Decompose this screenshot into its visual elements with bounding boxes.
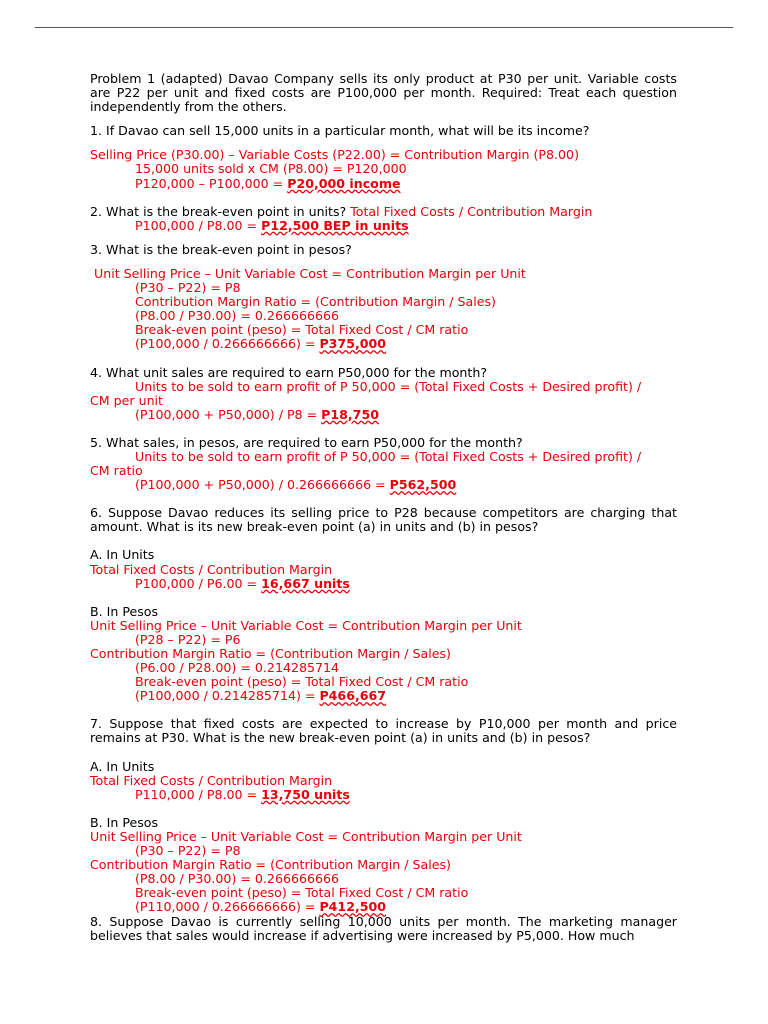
q7-b-answer: P412,500 bbox=[319, 899, 387, 915]
question-1: 1. If Davao can sell 15,000 units in a particular month, what will be its income? bbox=[90, 123, 590, 139]
q6-b-line-6-text: (P100,000 / 0.214285714) = bbox=[135, 688, 320, 704]
q7-b-line-6-text: (P110,000 / 0.266666666) = bbox=[135, 899, 320, 915]
q7-part-a-heading: A. In Units bbox=[90, 758, 155, 774]
q6-a-line-2-text: P100,000 / P6.00 = bbox=[135, 575, 262, 591]
q3-line-2: (P30 – P22) = P8 bbox=[135, 280, 241, 296]
q7-b-line-5: Break-even point (peso) = Total Fixed Cost / CM ratio bbox=[135, 885, 469, 901]
q5-line-1a: Units to be sold to earn profit of P 50,000 = (Total Fixed Costs + Desired profit) / bbox=[135, 448, 642, 464]
question-3: 3. What is the break-even point in pesos? bbox=[90, 241, 352, 257]
q7-a-answer: 13,750 units bbox=[261, 786, 350, 802]
question-6: 6. Suppose Davao reduces its selling price to P28 because competitors are charging that amount. What is its new break-even point (a) in units and (b) in pesos? bbox=[90, 505, 677, 535]
q3-line-3: Contribution Margin Ratio = (Contribution Margin / Sales) bbox=[135, 294, 496, 310]
q6-b-line-6 bbox=[90, 689, 677, 703]
q6-b-line-3: Contribution Margin Ratio = (Contribution Margin / Sales) bbox=[90, 646, 451, 661]
q6-b-line-2: (P28 – P22) = P6 bbox=[135, 631, 241, 647]
q3-line-4: (P8.00 / P30.00) = 0.266666666 bbox=[135, 308, 340, 324]
q4-line-2 bbox=[90, 408, 677, 422]
question-8: 8. Suppose Davao is currently selling 10,000 units per month. The marketing manager believes that sales would increase if advertising were increased by P5,000. How much bbox=[90, 913, 677, 943]
problem-intro: Problem 1 (adapted) Davao Company sells its only product at P30 per unit. Variable costs are P22 per unit and fixed costs are P100,000 per month. Required: Treat each question independently from the others. bbox=[90, 71, 677, 115]
question-2-text: 2. What is the break-even point in units? bbox=[90, 203, 351, 219]
q7-b-line-2: (P30 – P22) = P8 bbox=[135, 843, 241, 859]
q1-line-2: 15,000 units sold x CM (P8.00) = P120,000 bbox=[135, 161, 407, 177]
q7-a-line-2 bbox=[90, 788, 677, 802]
question-2 bbox=[90, 205, 677, 219]
q6-b-line-4: (P6.00 / P28.00) = 0.214285714 bbox=[135, 660, 340, 676]
q7-b-line-4: (P8.00 / P30.00) = 0.266666666 bbox=[135, 871, 340, 887]
q7-b-line-6 bbox=[90, 900, 677, 914]
q4-answer: P18,750 bbox=[321, 406, 379, 422]
q5-line-1b: CM ratio bbox=[90, 463, 143, 479]
question-7: 7. Suppose that fixed costs are expected to increase by P10,000 per month and price remains at P30. What is the new break-even point (a) in units and (b) in pesos? bbox=[90, 716, 677, 746]
q7-a-line-2-text: P110,000 / P8.00 = bbox=[135, 786, 262, 802]
q7-part-b-heading: B. In Pesos bbox=[90, 814, 159, 830]
q4-line-1a: Units to be sold to earn profit of P 50,000 = (Total Fixed Costs + Desired profit) / bbox=[135, 378, 642, 394]
q5-answer: P562,500 bbox=[389, 477, 457, 493]
q6-b-answer: P466,667 bbox=[319, 688, 387, 704]
q4-line-2-text: (P100,000 + P50,000) / P8 = bbox=[135, 406, 322, 422]
q6-part-b-heading: B. In Pesos bbox=[90, 603, 159, 619]
q1-line-3-text: P120,000 – P100,000 = bbox=[135, 175, 288, 191]
q5-line-2-text: (P100,000 + P50,000) / 0.266666666 = bbox=[135, 477, 390, 493]
q7-b-line-1: Unit Selling Price – Unit Variable Cost = Contribution Margin per Unit bbox=[90, 828, 522, 844]
q4-line-1b: CM per unit bbox=[90, 392, 163, 408]
q2-answer: P12,500 BEP in units bbox=[261, 217, 409, 233]
q6-a-line-1: Total Fixed Costs / Contribution Margin bbox=[90, 561, 333, 577]
q2-formula: Total Fixed Costs / Contribution Margin bbox=[350, 203, 593, 219]
q1-line-1: Selling Price (P30.00) – Variable Costs (P22.00) = Contribution Margin (P8.00) bbox=[90, 147, 579, 163]
q2-line-1 bbox=[90, 219, 677, 233]
q3-line-5: Break-even point (peso) = Total Fixed Cost / CM ratio bbox=[135, 322, 469, 338]
question-4: 4. What unit sales are required to earn P50,000 for the month? bbox=[90, 364, 488, 380]
page-top-rule bbox=[35, 27, 733, 28]
q7-a-line-1: Total Fixed Costs / Contribution Margin bbox=[90, 772, 333, 788]
q1-answer: P20,000 income bbox=[287, 175, 401, 191]
q2-line-1-text: P100,000 / P8.00 = bbox=[135, 217, 262, 233]
q6-part-a-heading: A. In Units bbox=[90, 547, 155, 563]
q6-b-line-5: Break-even point (peso) = Total Fixed Cost / CM ratio bbox=[135, 674, 469, 690]
q3-line-1: Unit Selling Price – Unit Variable Cost = Contribution Margin per Unit bbox=[94, 265, 526, 281]
q6-b-line-1: Unit Selling Price – Unit Variable Cost = Contribution Margin per Unit bbox=[90, 617, 522, 633]
q6-a-line-2 bbox=[90, 577, 677, 591]
q3-line-6 bbox=[90, 337, 677, 351]
q1-line-3 bbox=[90, 177, 677, 191]
q3-line-6-text: (P100,000 / 0.266666666) = bbox=[135, 336, 320, 352]
q6-a-answer: 16,667 units bbox=[261, 575, 350, 591]
question-5: 5. What sales, in pesos, are required to earn P50,000 for the month? bbox=[90, 434, 523, 450]
q7-b-line-3: Contribution Margin Ratio = (Contribution Margin / Sales) bbox=[90, 857, 451, 873]
q5-line-2 bbox=[90, 478, 677, 492]
document-body bbox=[90, 72, 677, 943]
q3-answer: P375,000 bbox=[319, 336, 387, 352]
